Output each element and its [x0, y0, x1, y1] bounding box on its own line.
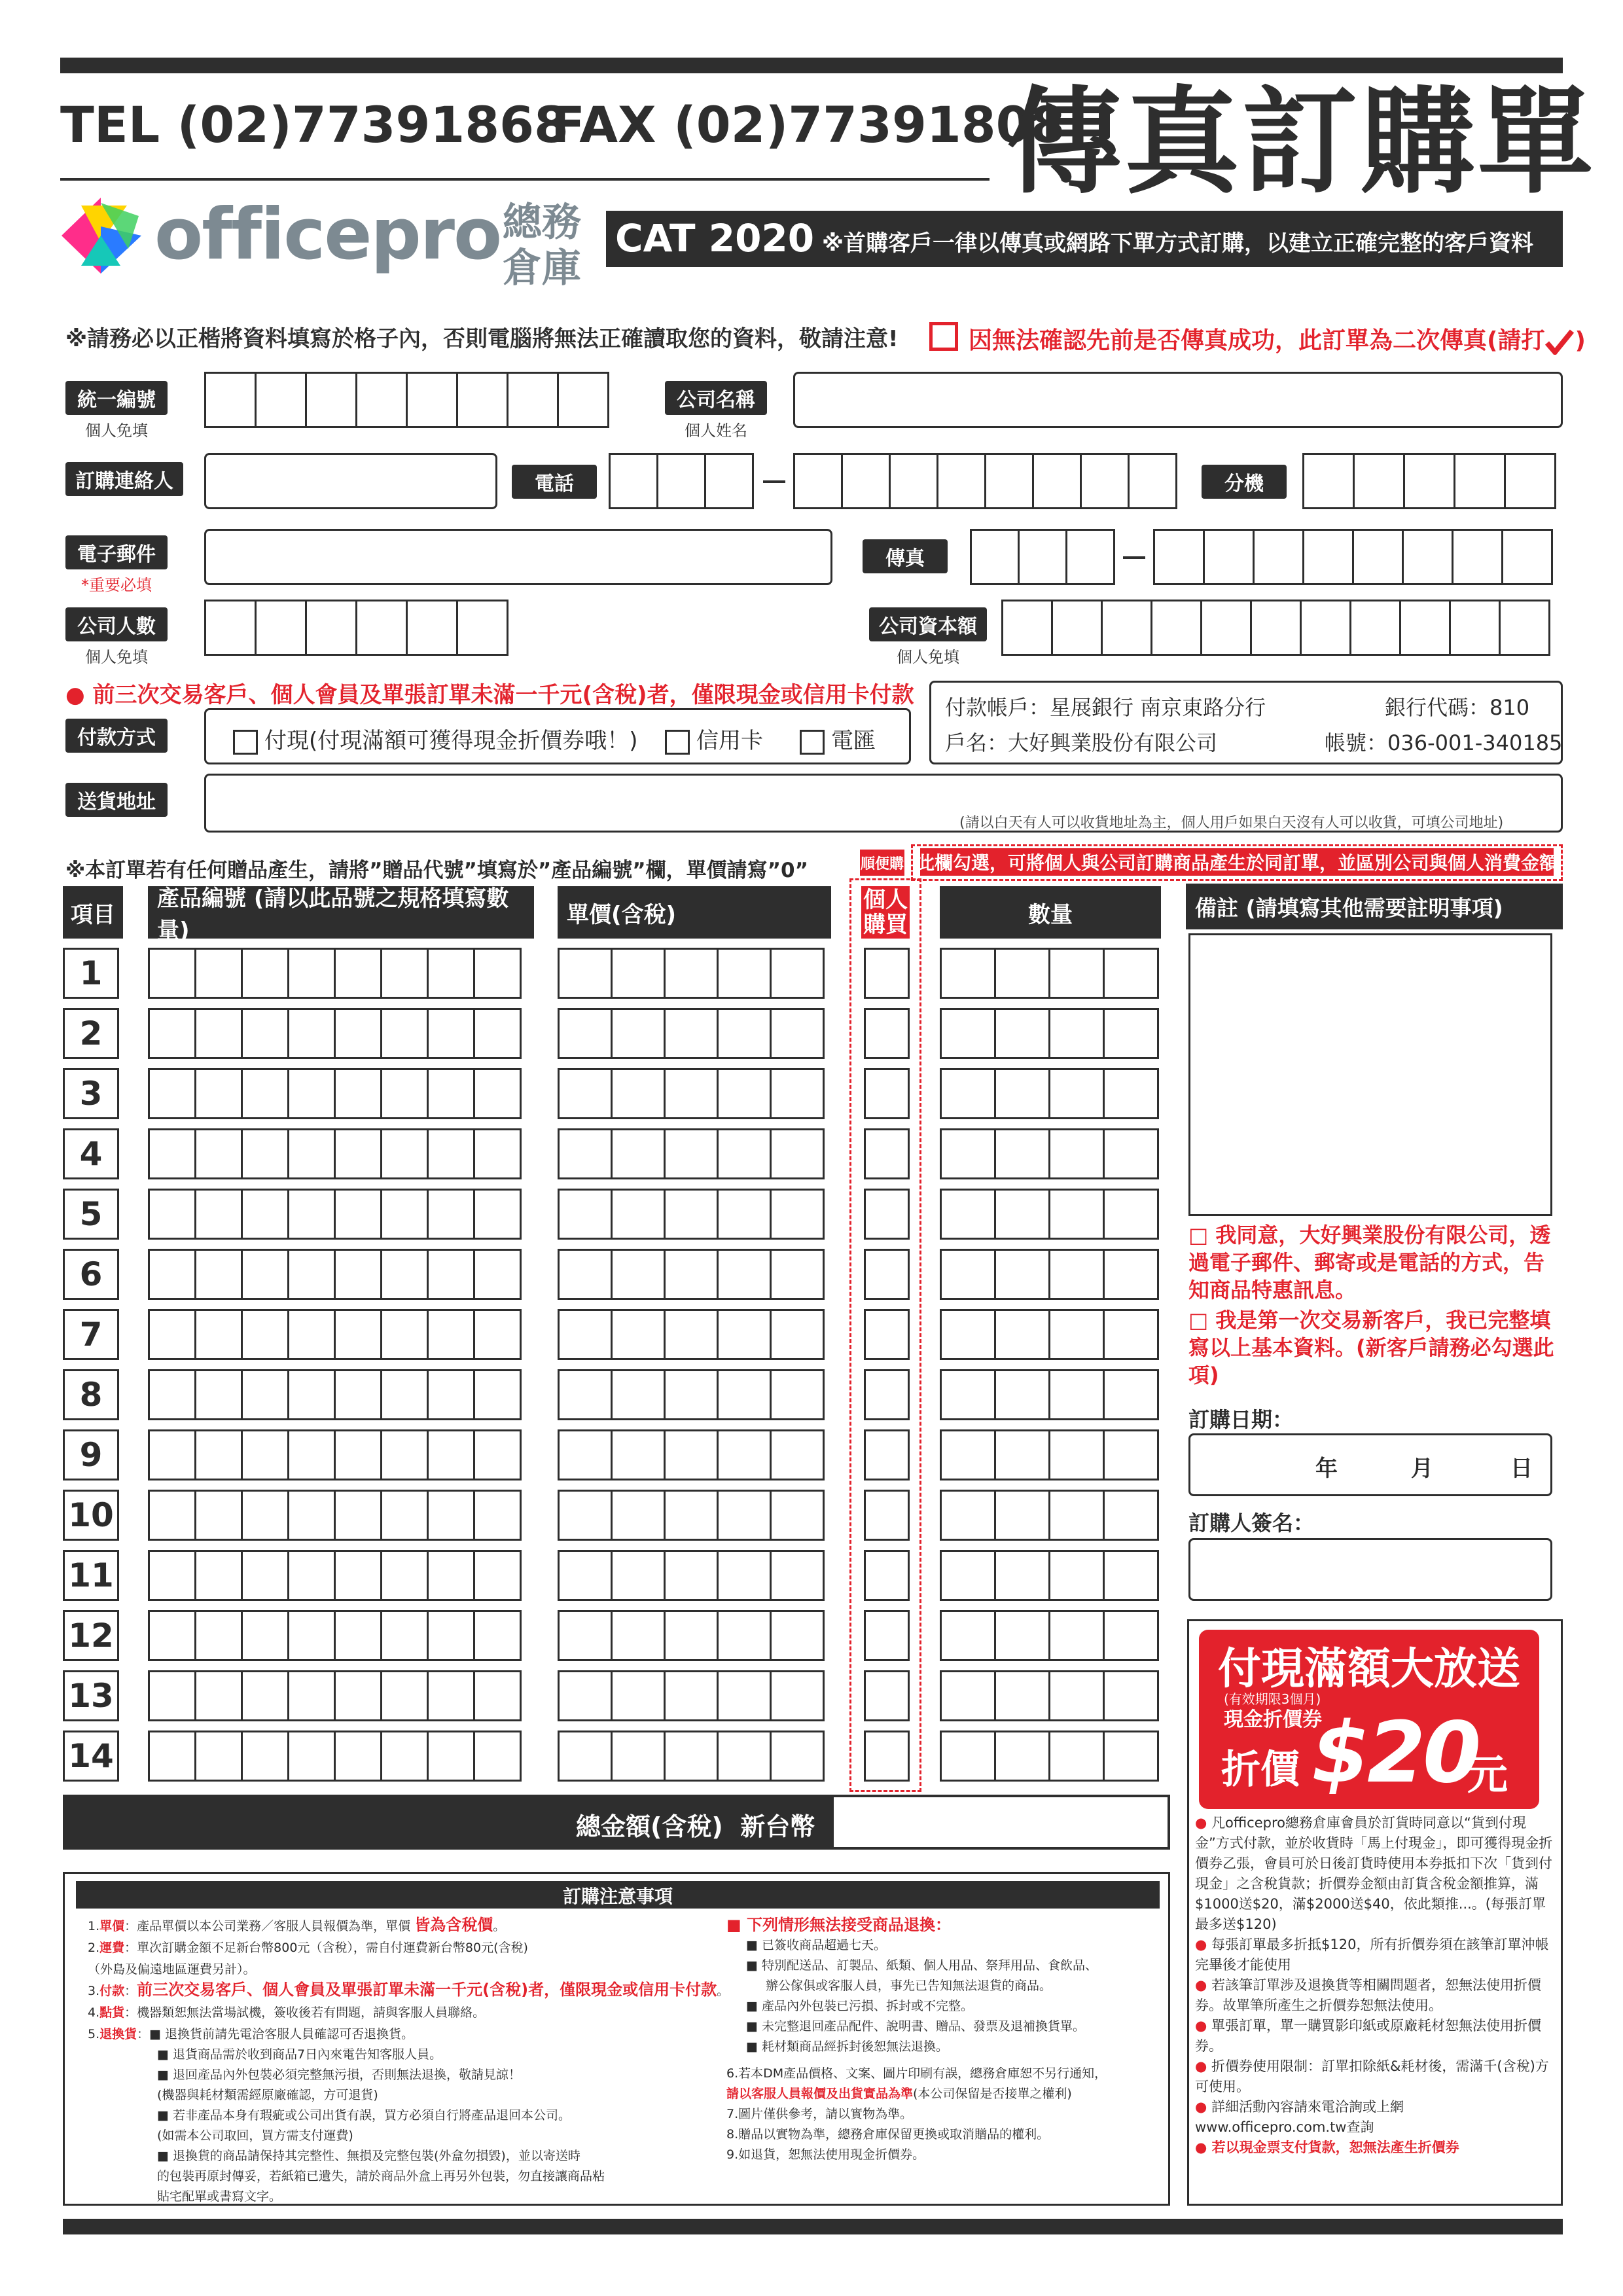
checkmark-icon	[1544, 329, 1575, 355]
company-sub: 個人姓名	[685, 422, 747, 440]
second-fax-text: 因無法確認先前是否傳真成功，此訂單為二次傳真(請打	[969, 327, 1545, 354]
dm-note: 7.圖片僅供參考，請以實物為準。	[726, 2107, 913, 2121]
product-code-cells[interactable]	[148, 1429, 522, 1480]
note-num: 5.	[88, 2027, 100, 2041]
row-number: 1	[63, 948, 119, 999]
first-time-checkbox-text[interactable]: □ 我是第一次交易新客戶，我已完整填寫以上基本資料。(新客戶請務必勾選此項)	[1188, 1308, 1554, 1388]
product-code-cells[interactable]	[148, 1128, 522, 1179]
note-key: 點貨	[99, 2005, 125, 2020]
second-fax-end: )	[1575, 327, 1586, 354]
row-number: 8	[63, 1369, 119, 1420]
ext-cells[interactable]	[1302, 453, 1556, 509]
unit-price-cells[interactable]	[558, 1249, 825, 1300]
first-order-note: ※首購客戶一律以傳真或網路下單方式訂購，以建立正確完整的客戶資料	[822, 230, 1534, 257]
quantity-cells[interactable]	[940, 1670, 1159, 1721]
pay-cash-checkbox[interactable]	[233, 730, 258, 755]
row-number: 12	[63, 1610, 119, 1661]
quantity-cells[interactable]	[940, 1068, 1159, 1119]
promo-item	[1195, 2097, 1556, 2138]
promo-title: 付現滿額大放送	[1218, 1643, 1520, 1694]
row-number: 6	[63, 1249, 119, 1300]
bullet-icon: ●	[1195, 2058, 1211, 2074]
product-code-cells[interactable]	[148, 1249, 522, 1300]
dm-note: 6.若本DM產品價格、文案、圖片印刷有誤，總務倉庫恕不另行通知，	[726, 2066, 1107, 2081]
bullet-icon: ●	[1195, 1937, 1211, 1952]
tax-id-sub: 個人免填	[85, 422, 148, 440]
tel-number: TEL (02)77391868	[60, 96, 569, 154]
quantity-cells[interactable]	[940, 1128, 1159, 1179]
note-line	[88, 1980, 730, 2001]
payment-label: 付款方式	[65, 719, 168, 753]
contact-input[interactable]	[204, 453, 497, 509]
note-num: 4.	[88, 2005, 100, 2020]
row-number: 4	[63, 1128, 119, 1179]
quantity-cells[interactable]	[940, 1490, 1159, 1541]
bank-account: 付款帳戶：星展銀行 南京東路分行	[945, 695, 1266, 720]
note-key: 付款	[99, 1984, 125, 1998]
personal-check-cell[interactable]	[864, 1068, 910, 1119]
fax-label: 傳真	[863, 539, 948, 573]
personal-check-cell[interactable]	[864, 1309, 910, 1360]
fax-number-cells[interactable]	[1153, 529, 1553, 585]
return-rule: ■ 退貨商品需於收到商品7日內來電告知客服人員。	[157, 2047, 442, 2062]
no-return-item: ■ 耗材類商品經拆封後恕無法退換。	[746, 2039, 948, 2054]
capital-cells[interactable]	[1001, 600, 1550, 656]
row-number: 14	[63, 1731, 119, 1782]
date-year: 年	[1315, 1456, 1338, 1482]
note-key: 退換貨	[99, 2027, 137, 2041]
capital-sub: 個人免填	[897, 648, 959, 666]
bank-code: 銀行代碼：810	[1385, 695, 1530, 720]
row-number: 10	[63, 1490, 119, 1541]
fax-number: FAX (02)77391808	[551, 96, 1065, 154]
agree-checkbox-text[interactable]: □ 我同意，大好興業股份有限公司，透過電子郵件、郵寄或是電話的方式，告知商品特惠訊息。	[1188, 1223, 1551, 1302]
notes-title: 訂購注意事項	[562, 1886, 673, 1907]
product-code-cells[interactable]	[148, 1068, 522, 1119]
notes-right	[726, 1915, 1171, 2165]
payment-restriction-text: 前三次交易客戶、個人會員及單張訂單未滿一千元(含稅)者，僅限現金或信用卡付款	[92, 682, 914, 708]
promo-unit: 元	[1467, 1751, 1508, 1799]
personal-check-cell[interactable]	[864, 1731, 910, 1782]
promo-item-text: 每張訂單最多折抵$120，所有折價券須在該筆訂單沖帳完畢後才能使用	[1195, 1937, 1549, 1973]
note-line	[88, 1958, 709, 1980]
return-rule: 貼宅配單或書寫文字。	[157, 2189, 282, 2204]
unit-price-cells[interactable]	[558, 948, 825, 999]
phone-number-cells[interactable]	[793, 453, 1177, 509]
product-code-cells[interactable]	[148, 1490, 522, 1541]
unit-price-cells[interactable]	[558, 1429, 825, 1480]
personal-check-cell[interactable]	[864, 1369, 910, 1420]
tax-id-cells[interactable]	[204, 372, 609, 428]
bullet-icon: ●	[65, 682, 85, 708]
company-input[interactable]	[793, 372, 1563, 428]
bullet-icon: ●	[1195, 2018, 1211, 2034]
product-code-cells[interactable]	[148, 1670, 522, 1721]
no-return-item: ■ 產品內外包裝已污損、拆封或不完整。	[746, 1999, 973, 2013]
pay-wire-option[interactable]	[800, 723, 876, 755]
email-label: 電子郵件	[65, 535, 168, 569]
bullet-icon: ●	[1195, 2099, 1211, 2115]
dm-note: 請以客服人員報價及出貨實品為準	[726, 2087, 914, 2101]
product-code-cells[interactable]	[148, 1008, 522, 1059]
note-highlight: 前三次交易客戶、個人會員及單張訂單未滿一千元(含稅)者，僅限現金或信用卡付款	[137, 1981, 717, 1999]
promo-item	[1195, 1813, 1556, 1935]
company-label: 公司名稱	[665, 381, 767, 415]
pay-cash-label: 付現(付現滿額可獲得現金折價券哦！)	[264, 728, 638, 754]
email-input[interactable]	[204, 529, 832, 585]
pay-card-option[interactable]	[665, 723, 763, 755]
note-text: ：■ 退換貨前請先電洽客服人員確認可否退換貨。	[137, 2027, 414, 2041]
spacer	[726, 2057, 1171, 2064]
unit-price-cells[interactable]	[558, 1490, 825, 1541]
note-line	[88, 1937, 709, 1958]
address-label: 送貨地址	[65, 783, 168, 817]
personal-check-cell[interactable]	[864, 1189, 910, 1240]
signature-input[interactable]	[1188, 1538, 1552, 1601]
note-num: 3.	[88, 1984, 100, 1998]
note-text: ：機器類恕無法當場試機，簽收後若有問題，請與客服人員聯絡。	[124, 2005, 486, 2020]
signature-label: 訂購人簽名：	[1188, 1511, 1315, 1535]
personal-check-cell[interactable]	[864, 1670, 910, 1721]
employees-sub: 個人免填	[85, 648, 148, 666]
note-tail: 。	[493, 1919, 506, 1933]
return-rule: ■ 若非產品本身有瑕疵或公司出貨有誤，買方必須自行將產品退回本公司。	[157, 2108, 571, 2123]
unit-price-cells[interactable]	[558, 1731, 825, 1782]
phone-label: 電話	[512, 465, 597, 499]
quantity-cells[interactable]	[940, 1249, 1159, 1300]
pay-cash-option[interactable]	[233, 723, 638, 755]
note-num: 1.	[88, 1919, 100, 1933]
note-highlight: 皆為含稅價	[414, 1916, 493, 1934]
note-line	[88, 2023, 709, 2045]
product-code-cells[interactable]	[148, 1309, 522, 1360]
col-personal-text: 個人購買	[863, 887, 908, 938]
employees-label: 公司人數	[65, 607, 168, 641]
promo-discount: 折價	[1221, 1747, 1300, 1793]
product-code-cells[interactable]	[148, 1369, 522, 1420]
bullet-icon: ●	[1195, 1977, 1211, 1993]
return-rule: (機器與耗材類需經原廠確認，方可退貨)	[157, 2088, 378, 2102]
convenience-note: 此欄勾選，可將個人與公司訂購商品產生於同訂單，並區別公司與個人消費金額	[920, 848, 1554, 876]
order-date-input[interactable]	[1188, 1433, 1552, 1496]
return-rule: (如需本公司取回，買方需支付運費)	[157, 2128, 353, 2143]
tel-underline	[60, 178, 990, 181]
employees-cells[interactable]	[204, 600, 508, 656]
payment-restriction-note	[65, 677, 914, 709]
personal-check-cell[interactable]	[864, 1429, 910, 1480]
no-return-item: ■ 未完整退回產品配件、說明書、贈品、發票及退補換貨單。	[746, 2019, 1085, 2034]
second-fax-checkbox[interactable]	[929, 322, 958, 351]
quantity-cells[interactable]	[940, 1369, 1159, 1420]
note-text: （外島及偏遠地區運費另計）。	[88, 1962, 256, 1977]
notes-left	[88, 1915, 730, 2207]
bottom-rule	[63, 2219, 1563, 2234]
email-required-note: *重要必填	[81, 576, 152, 594]
pay-wire-label: 電匯	[831, 728, 876, 754]
quantity-cells[interactable]	[940, 948, 1159, 999]
convenience-tag: 順便購	[860, 850, 904, 876]
unit-price-cells[interactable]	[558, 1128, 825, 1179]
quantity-cells[interactable]	[940, 1189, 1159, 1240]
unit-price-cells[interactable]	[558, 1670, 825, 1721]
quantity-cells[interactable]	[940, 1610, 1159, 1661]
personal-check-cell[interactable]	[864, 1490, 910, 1541]
page-title: 傳真訂購單	[1007, 75, 1596, 209]
date-month: 月	[1411, 1456, 1433, 1482]
row-number: 11	[63, 1550, 119, 1601]
col-product-header: 產品編號 (請以此品號之規格填寫數量)	[148, 886, 534, 939]
gift-note: ※本訂單若有任何贈品產生，請將”贈品代號”填寫於”產品編號”欄，單價請寫”0”	[65, 859, 808, 882]
promo-item	[1195, 1975, 1556, 2016]
fax-area-cells[interactable]	[970, 529, 1115, 585]
promo-item	[1195, 1935, 1556, 1975]
top-rule	[60, 58, 1563, 73]
order-date-label: 訂購日期：	[1188, 1407, 1294, 1432]
product-code-cells[interactable]	[148, 1731, 522, 1782]
capital-label: 公司資本額	[869, 607, 987, 641]
promo-item-text: 詳細活動內容請來電洽詢或上網 www.officepro.com.tw查詢	[1195, 2099, 1404, 2135]
promo-last-note: ● 若以現金票支付貨款，恕無法產生折價券	[1195, 2140, 1459, 2155]
pay-card-checkbox[interactable]	[665, 730, 690, 755]
row-number: 2	[63, 1008, 119, 1059]
unit-price-cells[interactable]	[558, 1550, 825, 1601]
note-line	[88, 1915, 709, 1937]
second-fax-note	[969, 322, 1586, 355]
note-key: 單價	[99, 1919, 125, 1933]
col-item-header: 項目	[63, 886, 123, 939]
promo-valid: (有效期限3個月)	[1224, 1691, 1321, 1707]
product-code-cells[interactable]	[148, 1189, 522, 1240]
return-rule: 的包裝再原封傳妥，若紙箱已遺失，請於商品外盒上再另外包裝，勿直接讓商品粘	[157, 2169, 605, 2183]
row-number: 9	[63, 1429, 119, 1480]
note-line	[88, 2001, 709, 2023]
cat-label: CAT 2020	[615, 216, 815, 260]
bullet-icon: ●	[1195, 1815, 1211, 1831]
contact-label: 訂購連絡人	[65, 462, 183, 496]
pay-wire-checkbox[interactable]	[800, 730, 825, 755]
promo-item-text: 若該筆訂單涉及退換貨等相關問題者，恕無法使用折價券。故單筆所產生之折價券恕無法使用。	[1195, 1977, 1541, 2013]
personal-check-cell[interactable]	[864, 1550, 910, 1601]
unit-price-cells[interactable]	[558, 1189, 825, 1240]
promo-coupon: 現金折價券	[1224, 1708, 1322, 1731]
pay-card-label: 信用卡	[696, 728, 763, 754]
account-name: 戶名：大好興業股份有限公司	[945, 730, 1218, 755]
dm-note: (本公司保留是否接單之權利)	[913, 2087, 1072, 2101]
promo-item-text: 折價券使用限制：訂單扣除紙&耗材後，需滿千(含稅)方可使用。	[1195, 2058, 1549, 2094]
unit-price-cells[interactable]	[558, 1610, 825, 1661]
fill-rule-note: ※請務必以正楷將資料填寫於格子內，否則電腦將無法正確讀取您的資料，敬請注意!	[65, 326, 899, 352]
no-return-item: ■ 特別配送品、訂製品、紙類、個人用品、祭拜用品、食飲品、	[746, 1958, 1097, 1973]
quantity-cells[interactable]	[940, 1008, 1159, 1059]
officepro-logo	[55, 190, 147, 281]
dm-note: 9.如退貨，恕無法使用現金折價券。	[726, 2147, 925, 2162]
note-text: ：產品單價以本公司業務／客服人員報價為準，單價	[124, 1919, 415, 1933]
unit-price-cells[interactable]	[558, 1309, 825, 1360]
ext-label: 分機	[1202, 465, 1287, 499]
row-number: 5	[63, 1189, 119, 1240]
note-text: ：單次訂購金額不足新台幣800元（含稅），需自付運費新台幣80元(含稅)	[124, 1941, 528, 1955]
promo-item	[1195, 2016, 1556, 2056]
note-key: 運費	[99, 1941, 125, 1955]
product-code-cells[interactable]	[148, 1550, 522, 1601]
quantity-cells[interactable]	[940, 1429, 1159, 1480]
personal-check-cell[interactable]	[864, 1008, 910, 1059]
phone-dash	[763, 480, 785, 483]
promo-amount: $20	[1311, 1704, 1479, 1802]
total-label: 總金額(含稅) 新台幣	[576, 1812, 815, 1841]
quantity-cells[interactable]	[940, 1550, 1159, 1601]
remarks-input[interactable]	[1188, 933, 1552, 1216]
unit-price-cells[interactable]	[558, 1008, 825, 1059]
no-return-item: ■ 已簽收商品超過七天。	[746, 1938, 886, 1952]
brand-cn-2: 倉庫	[503, 245, 581, 291]
row-number: 3	[63, 1068, 119, 1119]
unit-price-cells[interactable]	[558, 1068, 825, 1119]
brand-name: officepro	[154, 194, 501, 276]
promo-item	[1195, 2056, 1556, 2097]
quantity-cells[interactable]	[940, 1731, 1159, 1782]
personal-check-cell[interactable]	[864, 1610, 910, 1661]
promo-item-text: 凡officepro總務倉庫會員於訂貨時同意以“貨到付現金”方式付款，並於收貨時「馬上付現金」，即可獲得現金折價券乙張，會員可於日後訂貨時使用本券抵扣下次「貨到付現金」之含稅貨款；折價券金額由訂貨含稅金額推算，滿$1000送$20，滿$2000送$40，依此類推...。(每張訂單最多送$120)	[1195, 1815, 1553, 1932]
phone-area-cells[interactable]	[609, 453, 754, 509]
fax-dash	[1123, 556, 1145, 559]
col-remarks-header: 備註 (請填寫其他需要註明事項)	[1186, 884, 1563, 929]
account-number: 帳號：036-001-340185	[1325, 730, 1563, 755]
promo-item-text: 單張訂單，單一購買影印紙或原廠耗材恕無法使用折價券。	[1195, 2018, 1541, 2054]
address-note: (請以白天有人可以收貨地址為主，個人用戶如果白天沒有人可以收貨，可填公司地址)	[959, 815, 1504, 831]
no-return-item: 辦公傢俱或客服人員，事先已告知無法退貨的商品。	[766, 1979, 1052, 1993]
col-price-header: 單價(含稅)	[558, 886, 831, 939]
tax-id-label: 統一編號	[65, 381, 168, 415]
return-rule: ■ 退回產品內外包裝必須完整無污損，否則無法退換，敬請見諒！	[157, 2068, 521, 2082]
brand-cn-1: 總務	[503, 200, 581, 245]
col-qty-header: 數量	[940, 886, 1161, 939]
note-tail: 。	[717, 1984, 730, 1998]
personal-check-cell[interactable]	[864, 1128, 910, 1179]
no-return-title: ■ 下列情形無法接受商品退換：	[726, 1916, 952, 1934]
note-num: 2.	[88, 1941, 100, 1955]
unit-price-cells[interactable]	[558, 1369, 825, 1420]
product-code-cells[interactable]	[148, 948, 522, 999]
personal-check-cell[interactable]	[864, 948, 910, 999]
row-number: 13	[63, 1670, 119, 1721]
product-code-cells[interactable]	[148, 1610, 522, 1661]
total-amount-input[interactable]	[834, 1797, 1168, 1847]
date-day: 日	[1510, 1456, 1533, 1482]
note-text: ：	[124, 1984, 137, 1998]
promo-last-text: 若以現金票支付貨款，恕無法產生折價券	[1211, 2140, 1459, 2155]
personal-check-cell[interactable]	[864, 1249, 910, 1300]
return-rule: ■ 退換貨的商品請保持其完整性、無損及完整包裝(外盒勿損毀)，並以寄送時	[157, 2149, 580, 2163]
promo-items	[1195, 1813, 1556, 2158]
quantity-cells[interactable]	[940, 1309, 1159, 1360]
row-number: 7	[63, 1309, 119, 1360]
dm-note: 8.贈品以實物為準，總務倉庫保留更換或取消贈品的權利。	[726, 2127, 1050, 2142]
